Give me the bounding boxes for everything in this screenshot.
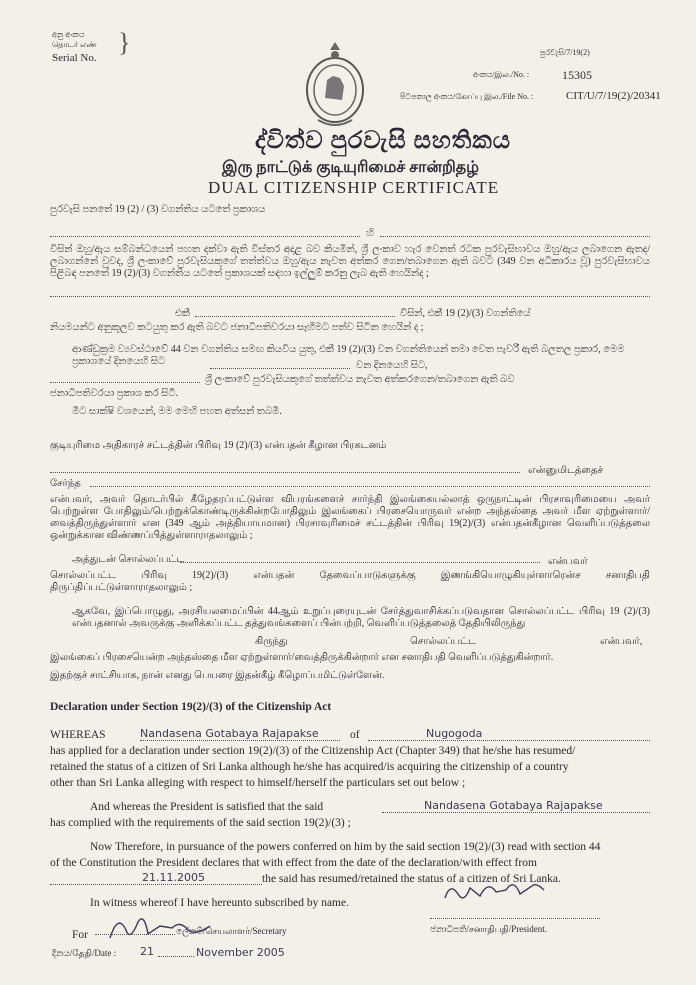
english-heading: Declaration under Section 19(2)/(3) of the Citizenship Act xyxy=(50,701,332,713)
sinhala-name-line xyxy=(50,226,360,237)
sinhala-p4: මීට සාක්ෂි වශයෙන්, මම මෙහි පහත අත්සන් තබමි. xyxy=(72,406,282,417)
tamil-line-4 xyxy=(180,552,540,563)
tamil-l6d: என்பவர், xyxy=(600,636,643,647)
no-value: 15305 xyxy=(562,68,592,82)
date-rest: November 2005 xyxy=(196,946,285,959)
whereas-label: WHEREAS xyxy=(50,729,106,741)
english-p3b: of the Constitution the President declares that with effect from the date of the declaration/with effect from xyxy=(50,857,537,869)
tamil-l6b: கிருந்து xyxy=(255,636,288,647)
state-emblem-icon xyxy=(300,40,370,130)
date-dots xyxy=(158,944,194,957)
president-line xyxy=(430,908,600,919)
sinhala-p2c: නියමයන්ට අනුකූලව කටයුතු කර ඇති බවට ජනාධිපතිවරයා සෑහීමට පත්ව සිටින හෙයින් ද ; xyxy=(50,322,424,333)
sinhala-p3-line xyxy=(210,358,350,369)
serial-label-ta: தொடர் எண் xyxy=(52,40,97,49)
for-label: For xyxy=(72,929,88,941)
serial-label-en: Serial No. xyxy=(52,52,97,64)
sinhala-p2b: විසින්, එකී 19 (2)/(3) වගන්තියේ xyxy=(400,308,531,319)
sinhala-p3c-line xyxy=(50,372,200,383)
president-label: ජනාධිපති/சனாதிபதி/President. xyxy=(430,924,548,934)
tamil-l7: இலங்கைப் பிரசையென்ற அந்தஸ்தை மீள ஏற்றுள்ளார்/வைத்திருக்கின்றார் என சனாதிபதி வெளிப்படுத்துகின்றார். xyxy=(50,652,554,663)
english-p1c: other than Sri Lanka alleging with respect to himself/herself the particulars set out below ; xyxy=(50,777,466,789)
date-label: දිනය/தேதி/Date : xyxy=(52,948,117,958)
tamil-l5: சொல்லப்பட்ட பிரிவு 19(2)/(3) என்பதன் தேவைப்பாடுகளுக்கு இணங்கியொழுகியுள்ளாரென்ச சனாதிபதி திருப்திப்பட்டுள்ளாராதலாலும் ; xyxy=(50,570,650,593)
tamil-l4: அத்துடன் சொல்லப்பட்ட xyxy=(72,554,185,565)
english-p3a: Now Therefore, in pursuance of the powers conferred on him by the said section 19(2)/(3) read with section 44 xyxy=(90,841,601,853)
english-p2b: has complied with the requirements of the said section 19(2)/(3) ; xyxy=(50,817,351,829)
title-sinhala: ද්විත්ව පුරවැසි සහතිකය xyxy=(255,128,511,154)
secretary-label: ලේකම්/செயலாளர்/Secretary xyxy=(176,926,287,936)
applicant-place: Nugogoda xyxy=(368,727,650,741)
sinhala-p1-end: හි xyxy=(366,228,374,239)
sinhala-place-line xyxy=(380,226,650,237)
title-english: DUAL CITIZENSHIP CERTIFICATE xyxy=(208,178,500,197)
president-signature-icon xyxy=(440,870,550,910)
satisfied-name: Nandasena Gotabaya Rajapakse xyxy=(382,799,650,813)
date-day: 21 xyxy=(140,945,154,958)
tamil-heading: குடியுரிமை அதிகாரச் சட்டத்தின் பிரிவு 19 (2)/(3) என்பதன் கீழான பிரகடனம் xyxy=(50,440,387,451)
for-line xyxy=(95,920,175,935)
of-label: of xyxy=(350,729,360,741)
tamil-l3: என்பவர், அவர் தொடர்பில் கீழேதரப்பட்டுள்ள விபரங்களைச் சார்ந்தி இலங்கையல்லாத் ஒருநாட்டின் பிரசாவுரிமையை அவர் பெற்றுள்ள போதிலும்/பெற்றுக்கொண்டிருக்கின்றபோதிலும் இலங்கைப் பிரசையொருவர் என்ற அந்தஸ்தை அவர் மீள ஏற்றுள்ளார்/வைத்திருந்துள்ளார் என (349 ஆம் அத்தியாயமான) பிரசாவுரிமைச் சட்டத்தின் பிரிவு 19(2)/(3) என்பதன்கீழான வெளிப்படுத்தலை ஒன்றுக்கான விண்ணப்பித்துள்ளாராதலாலும் ; xyxy=(50,494,650,541)
sinhala-p2a: එකී xyxy=(175,308,190,319)
effective-date: 21.11.2005 xyxy=(50,871,262,885)
english-p2a: And whereas the President is satisfied that the said xyxy=(90,801,324,813)
file-label: පිටපතාල අංකය/கோப்பு இல./File No. : xyxy=(400,92,534,101)
sinhala-heading: පුරවැසි පනතේ 19 (2) / (3) වගන්තිය යටතේ ප්‍රකාශය xyxy=(50,204,266,215)
sinhala-p3: ආණ්ඩුක්‍රම ව්‍යවස්ථාවේ 44 වන වගන්තිය සමඟ කියවිය යුතු, එකී 19 (2)/(3) වන වගන්තියෙන් තමා වෙත පැවරී ඇති බලතල ප්‍රකාර, මෙම ප්‍රකාශයේ දිනයෙහි සිට xyxy=(72,344,625,367)
tamil-l2: சேர்ந்த xyxy=(50,478,81,489)
tamil-l8: இதற்குச் சாட்சியாக, நான் எனது பெயரை இதன்கீழ் கீழொப்பமிட்டுள்ளேன். xyxy=(50,670,385,681)
title-tamil: இரு நாட்டுக் குடியுரிமைச் சான்றிதழ் xyxy=(222,159,480,176)
english-p4: In witness whereof I have hereunto subscribed by name. xyxy=(90,897,349,909)
sinhala-p3d: ජනාධිපතිවරයා ප්‍රකාශ කර සිටී. xyxy=(50,388,179,399)
english-p3c: the said has resumed/retained the status of a citizen of Sri Lanka. xyxy=(262,873,561,885)
file-value: CIT/U/7/19(2)/20341 xyxy=(566,90,661,102)
sinhala-p1: විසින් ඔහු/ඇය සම්බන්ධයෙන් පහත දක්වා ඇති විස්තර අදාළ බව කියමින්, ශ්‍රී ලංකාව හැර වෙනත් රටක පුරවැසිභාවය ඔහු/ඇය ලබාගෙන ඇතද/ලබාගන්නේ වුවද, ශ්‍රී ලංකාවේ පුරවැසියකුගේ තත්ත්වය ඔහු/ඇය නැවත අත්කර ගෙන/තබාගෙන ඇති බවට (349 වන අධිකාරය වූ) පුරවැසිභාවය පිළිබඳ පනතේ 19 (2)/(3) වගන්තිය යටතේ ප්‍රකාශයක් සඳහා ඉල්ලුම් කරනු ලැබ ඇති හෙයින්ද ; xyxy=(50,244,650,279)
english-p1a: has applied for a declaration under section 19(2)/(3) of the Citizenship Act (Chapter 349) that he/she has resumed/ xyxy=(50,745,576,757)
tamil-l6c: சொல்லப்பட்ட xyxy=(410,636,476,647)
serial-label-si: අනු අංකය xyxy=(52,30,85,39)
form-code: පුරවැසි/7/19(2) xyxy=(540,48,590,57)
applicant-name: Nandasena Gotabaya Rajapakse xyxy=(140,727,340,741)
tamil-line-2 xyxy=(90,476,650,487)
tamil-l6: ஆகவே, இப்பொழுது, அரசியலமைப்பின் 44ஆம் உறுப்புரையுடன் சேர்த்துவாசிக்கப்படுவதான சொல்லப்பட்ட பிரிவு 19 (2)/(3) என்பதனால் அவருக்கு அளிக்கப்பட்ட தத்துவங்களைப் பின்பற்றி, வெளிப்படுத்தலைத் தேதியிலிருந்து xyxy=(72,606,650,629)
sinhala-p2-line xyxy=(195,306,395,317)
serial-brace: } xyxy=(118,28,131,57)
english-p1b: retained the status of a citizen of Sri Lanka although he/she has acquired/is acquiring the citizenship of a country xyxy=(50,761,569,773)
sinhala-p3c: ශ්‍රී ලංකාවේ පුරවැසියකුගේ තත්ත්වය නැවත අත්කරගෙන/තබාගෙන ඇති බව xyxy=(205,374,515,385)
tamil-line-1 xyxy=(50,462,520,473)
tamil-l4-end: என்பவர் xyxy=(548,556,588,567)
tamil-l1-end: என்னுமிடத்தைச் xyxy=(528,465,603,476)
sinhala-p3b: වන දිනයෙහි සිට, xyxy=(356,360,428,371)
no-label: අංකය/இல./No. : xyxy=(473,70,530,79)
sinhala-blank-line xyxy=(50,288,650,297)
